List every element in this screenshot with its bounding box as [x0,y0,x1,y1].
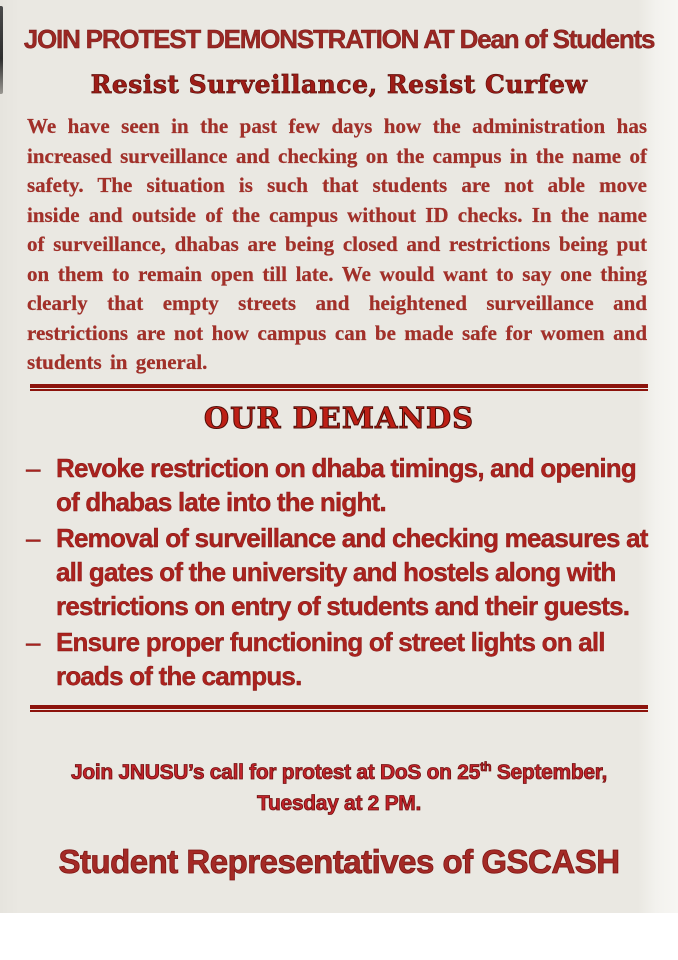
demand-item [26,521,654,623]
call-line1-post: September, [491,760,608,784]
protest-call [20,752,658,819]
demand-dash: – [26,452,40,483]
call-line2: Tuesday at 2 PM. [256,791,422,815]
poster-title: JOIN PROTEST DEMONSTRATION AT Dean of Students [23,24,655,54]
demand-item [26,451,654,519]
demand-text: Ensure proper functioning of street lights on all roads of the campus. [56,626,605,691]
demand-text: Removal of surveillance and checking measures at all gates of the university and hostels along with restrictions on entry of students and their guests. [56,522,648,621]
demand-text: Revoke restriction on dhaba timings, and opening of dhabas late into the night. [56,452,636,517]
call-line1 [71,761,607,784]
divider-rule-top [30,384,648,391]
call-line1-pre: Join JNUSU’s call for protest at DoS on 25 [70,760,480,784]
demands-list [26,451,654,693]
demand-item [26,625,654,693]
divider-rule-bottom [30,705,648,712]
call-ordinal-suffix: th [480,759,492,774]
body-paragraph: We have seen in the past few days how the administration has increased surveillance and checking on the campus in the name of safety. The situation is such that students are not able move inside and outside of the campus without ID checks. In the name of surveillance, dhabas are being closed and restrictions being put on them to remain open till late. We would want to say one thing clearly that empty streets and heightened surveillance and restrictions are not how campus can be made safe for women and students in general. [27,114,647,374]
demand-dash: – [26,522,40,553]
signature-line: Student Representatives of GSCASH [58,842,620,880]
poster-subtitle: Resist Surveillance, Resist Curfew [90,70,588,99]
demand-dash: – [26,626,40,657]
demands-heading: OUR DEMANDS [203,400,475,435]
